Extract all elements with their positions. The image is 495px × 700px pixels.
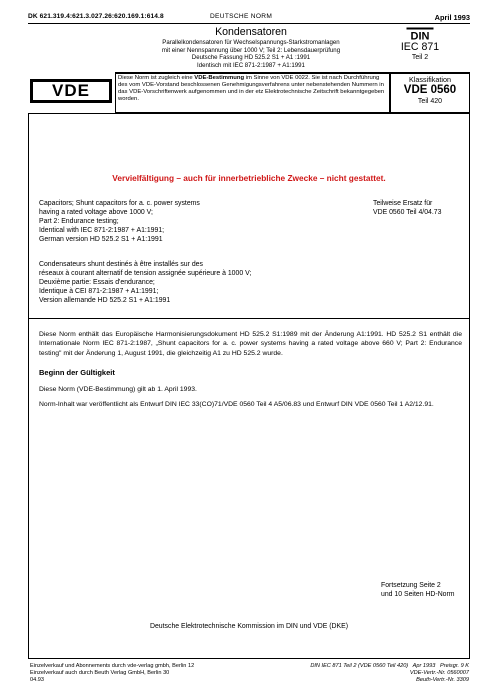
replacement-line: Teilweise Ersatz für [373,200,433,207]
copy-notice: Vervielfältigung – auch für innerbetriebliche Zwecke – nicht gestattet. [112,173,386,183]
footer-right-line: DIN IEC 871 Teil 2 (VDE 0560 Teil 420) Apr 1993 Preisgr. 9 K [310,663,469,669]
english-line: having a rated voltage above 1000 V; [39,209,153,217]
vde-logo: VDE [30,79,112,103]
body-text [39,330,462,409]
norm-type: DEUTSCHE NORM [210,13,273,20]
body-rule [28,318,470,319]
din-number: IEC 871 [400,41,440,53]
klassifikation-block [390,75,470,106]
continuation-note [381,581,469,599]
document-title: Kondensatoren [215,26,287,38]
klassifikation-part: Teil 420 [417,98,443,105]
vde-notice-text: Diese Norm ist zugleich eine [118,75,195,81]
vde-notice-text: im Sinne von VDE 0022. Sie ist nach Durchführung des vom VDE-Vorstand beschlossenen Genehmigungsverfahrens unter nebenstehenden Nummern in das VDE-Vorschriftenwerk aufgenommen und in der etz Elektrotechnische Zeitschrift bekanntgegeben worden. [118,75,385,103]
footer-right-line: VDE-Vertr.-Nr. 0560007 [409,669,469,676]
english-line: German version HD 525.2 S1 + A1:1991 [39,236,163,244]
title-block [115,26,387,69]
french-line: Condensateurs shunt destinés à être installés sur des [39,261,203,268]
draft-text: Norm-Inhalt war veröffentlicht als Entwurf DIN IEC 33(CO)71/VDE 0560 Teil 4 A5/06.83 und Entwurf DIN VDE 0560 Teil 1 A2/12.91. [39,401,434,409]
din-logo [406,27,434,40]
dk-number: DK 621.319.4:621.3.027.26:620.169.1:614.8 [28,13,164,20]
replacement-note [373,199,468,217]
title-line: Deutsche Fassung HD 525.2 S1 + A1 :1991 [191,54,311,62]
english-title-block [39,199,339,244]
french-line: réseaux à courant alternatif de tension assignée supérieure à 1000 V; [39,270,252,278]
intro-paragraph: Diese Norm enthält das Europäische Harmonisierungsdokument HD 525.2 S1:1989 mit der Änderung A1:1991. HD 525.2 S1 enthält die Internationale Norm IEC 871-2:1987, „Shunt capacitors for a. c. power systems having a rated voltage above 660 V; Part 2: Endurance testing" mit der Änderung 1, August 1991, die gleichzeitig A1 zu HD 525.2 wurde. [39,331,462,357]
french-title-block [39,260,369,305]
english-line: Identical with IEC 871-2:1987 + A1:1991; [39,227,165,235]
french-line: Identique à CEI 871-2:1987 + A1:1991; [39,288,159,296]
french-line: Version allemande HD 525.2 S1 + A1:1991 [39,297,171,305]
english-line: Part 2: Endurance testing; [39,218,119,226]
replacement-line: VDE 0560 Teil 4/04.73 [373,209,442,217]
header-rule [28,23,470,24]
validity-text: Diese Norm (VDE-Bestimmung) gilt ab 1. April 1993. [39,385,197,393]
english-line: Capacitors; Shunt capacitors for a. c. power systems [39,200,200,207]
french-line: Deuxième partie: Essais d'endurance; [39,279,155,287]
footer-left [30,663,270,684]
vde-notice [118,75,388,103]
title-line: Parallelkondensatoren für Wechselspannungs-Starkstromanlagen [162,39,340,46]
din-logo-text: DIN [410,30,430,40]
continuation-line: Fortsetzung Seite 2 [381,582,441,589]
klassifikation-label: Klassifikation [409,75,451,84]
title-line: mit einer Nennspannung über 1000 V; Teil 2: Lebensdauerprüfung [161,46,341,54]
klassifikation-number: VDE 0560 [403,84,457,96]
footer-right-line: Beuth-Vertr.-Nr. 3309 [416,676,469,683]
footer-left-line: Einzelverkauf auch durch Beuth Verlag GmbH, Berlin 30 [30,669,170,676]
din-number-block [390,41,450,62]
footer-left-line: Einzelverkauf und Abonnements durch vde-verlag gmbh, Berlin 12 [30,663,195,669]
validity-heading: Beginn der Gültigkeit [39,367,115,377]
issue-date: April 1993 [434,13,470,22]
vde-bestimmung-term: VDE-Bestimmung [194,75,245,81]
footer-left-line: 04.93 [30,676,44,683]
continuation-line: und 10 Seiten HD-Norm [381,591,455,599]
footer-right [270,663,469,684]
commission: Deutsche Elektrotechnische Kommission im DIN und VDE (DKE) [150,623,348,630]
title-line: Identisch mit IEC 871-2:1987 + A1:1991 [197,61,305,69]
din-part: Teil 2 [411,54,429,61]
